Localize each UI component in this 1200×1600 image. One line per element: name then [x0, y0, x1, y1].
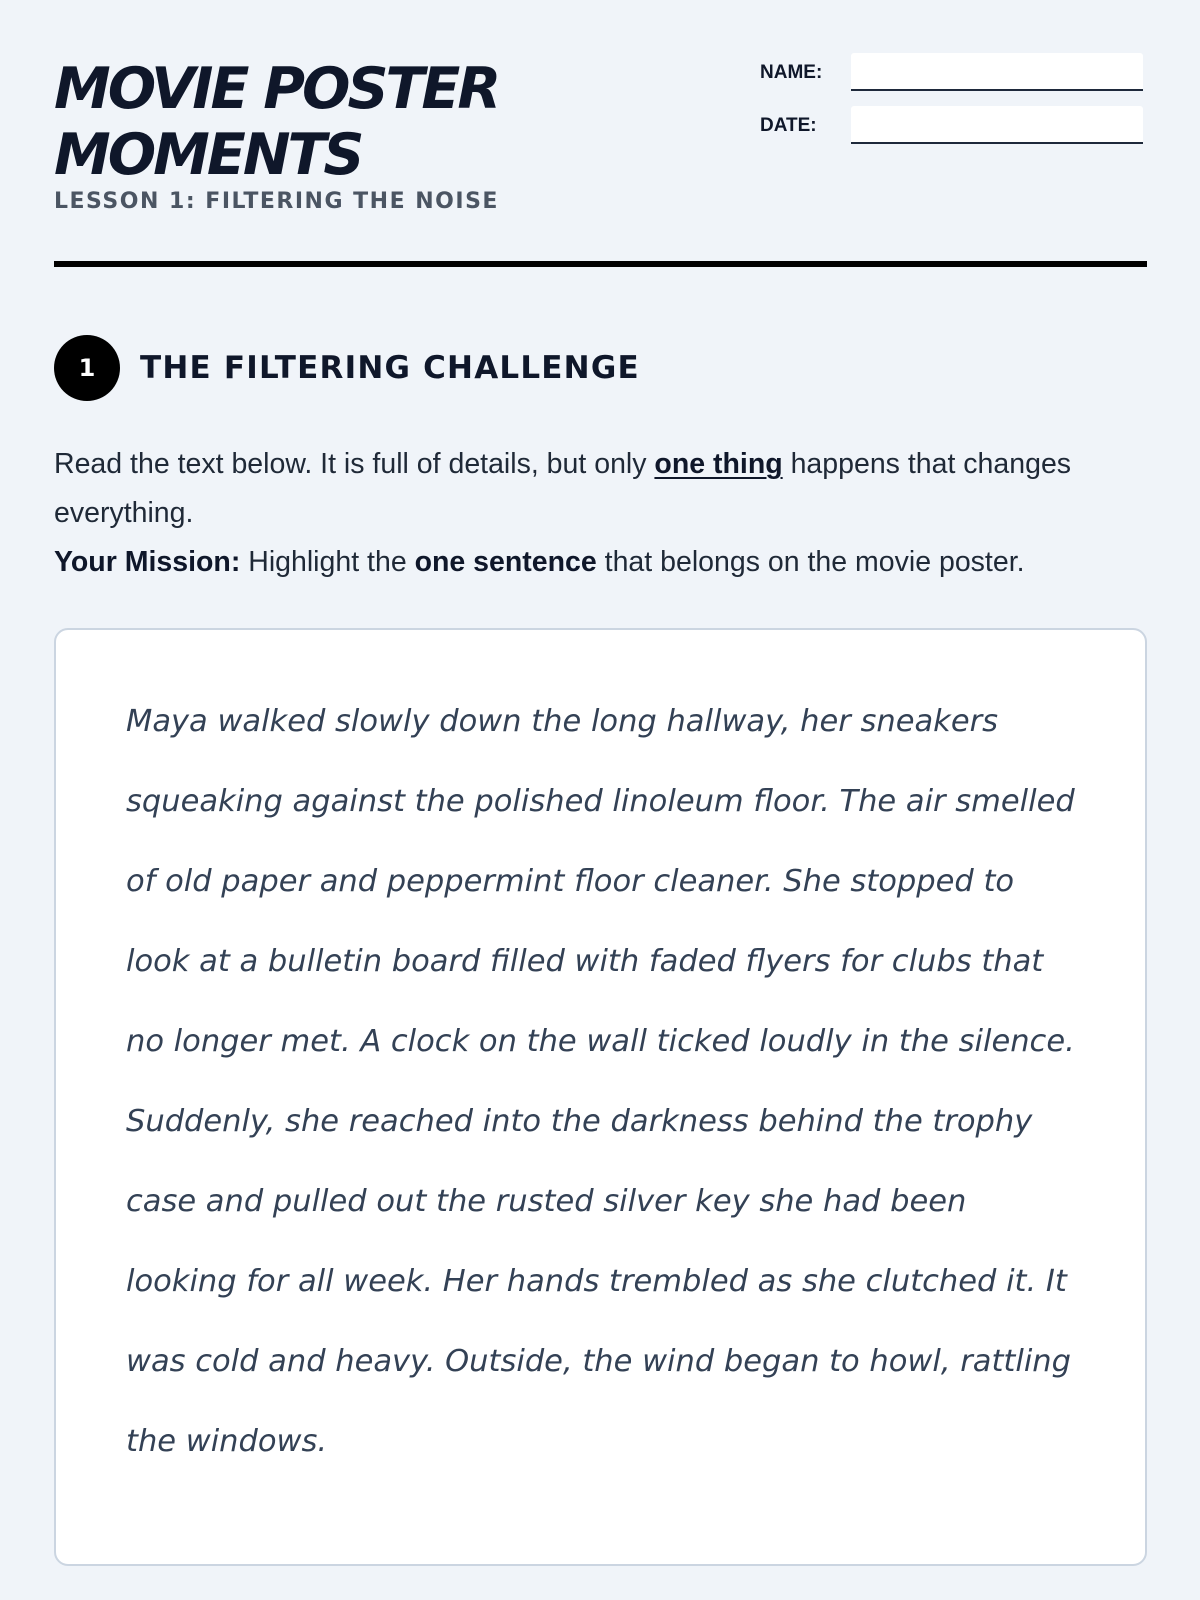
worksheet-title	[54, 56, 498, 188]
name-input[interactable]	[851, 53, 1143, 91]
date-input[interactable]	[851, 106, 1143, 144]
student-info-fields	[760, 53, 1147, 159]
section-heading	[54, 335, 640, 401]
mission-emphasis: one sentence	[414, 546, 597, 578]
name-label: NAME:	[760, 62, 823, 83]
mission-label: Your Mission:	[54, 546, 241, 578]
name-row	[760, 53, 1147, 92]
worksheet-page	[54, 0, 1147, 1459]
passage-box	[54, 628, 1147, 1566]
date-label: DATE:	[760, 115, 817, 136]
story-passage[interactable]: Maya walked slowly down the long hallway, her sneakers squeaking against the polished linoleum floor. The air smelled of old paper and peppermint floor cleaner. She stopped to look at a bulletin board filled with faded flyers for clubs that no longer met. A clock on the wall ticked loudly in the silence. Suddenly, she reached into the darkness behind the trophy case and pulled out the rusted silver key she had been looking for all week. Her hands trembled as she clutched it. It was cold and heavy. Outside, the wind began to howl, rattling the windows.	[126, 704, 1075, 1459]
worksheet-header	[54, 0, 1147, 268]
title-line-2: MOMENTS	[54, 122, 362, 188]
title-line-1: MOVIE POSTER	[54, 56, 499, 122]
step-number-badge: 1	[54, 335, 120, 401]
section-title: THE FILTERING CHALLENGE	[140, 350, 640, 386]
intro-text-before: Read the text below. It is full of details, but only	[54, 448, 655, 480]
instructions	[54, 440, 1154, 587]
intro-emphasis: one thing	[654, 448, 783, 480]
intro-text-after: happens that changes everything.	[54, 448, 1072, 529]
header-divider	[54, 261, 1147, 267]
instructions-intro	[54, 440, 1154, 538]
instructions-mission	[54, 538, 1154, 587]
mission-text-after: that belongs on the movie poster.	[596, 546, 1025, 578]
mission-text-before: Highlight the	[240, 546, 415, 578]
date-row	[760, 106, 1147, 145]
lesson-subtitle: LESSON 1: FILTERING THE NOISE	[54, 189, 499, 214]
